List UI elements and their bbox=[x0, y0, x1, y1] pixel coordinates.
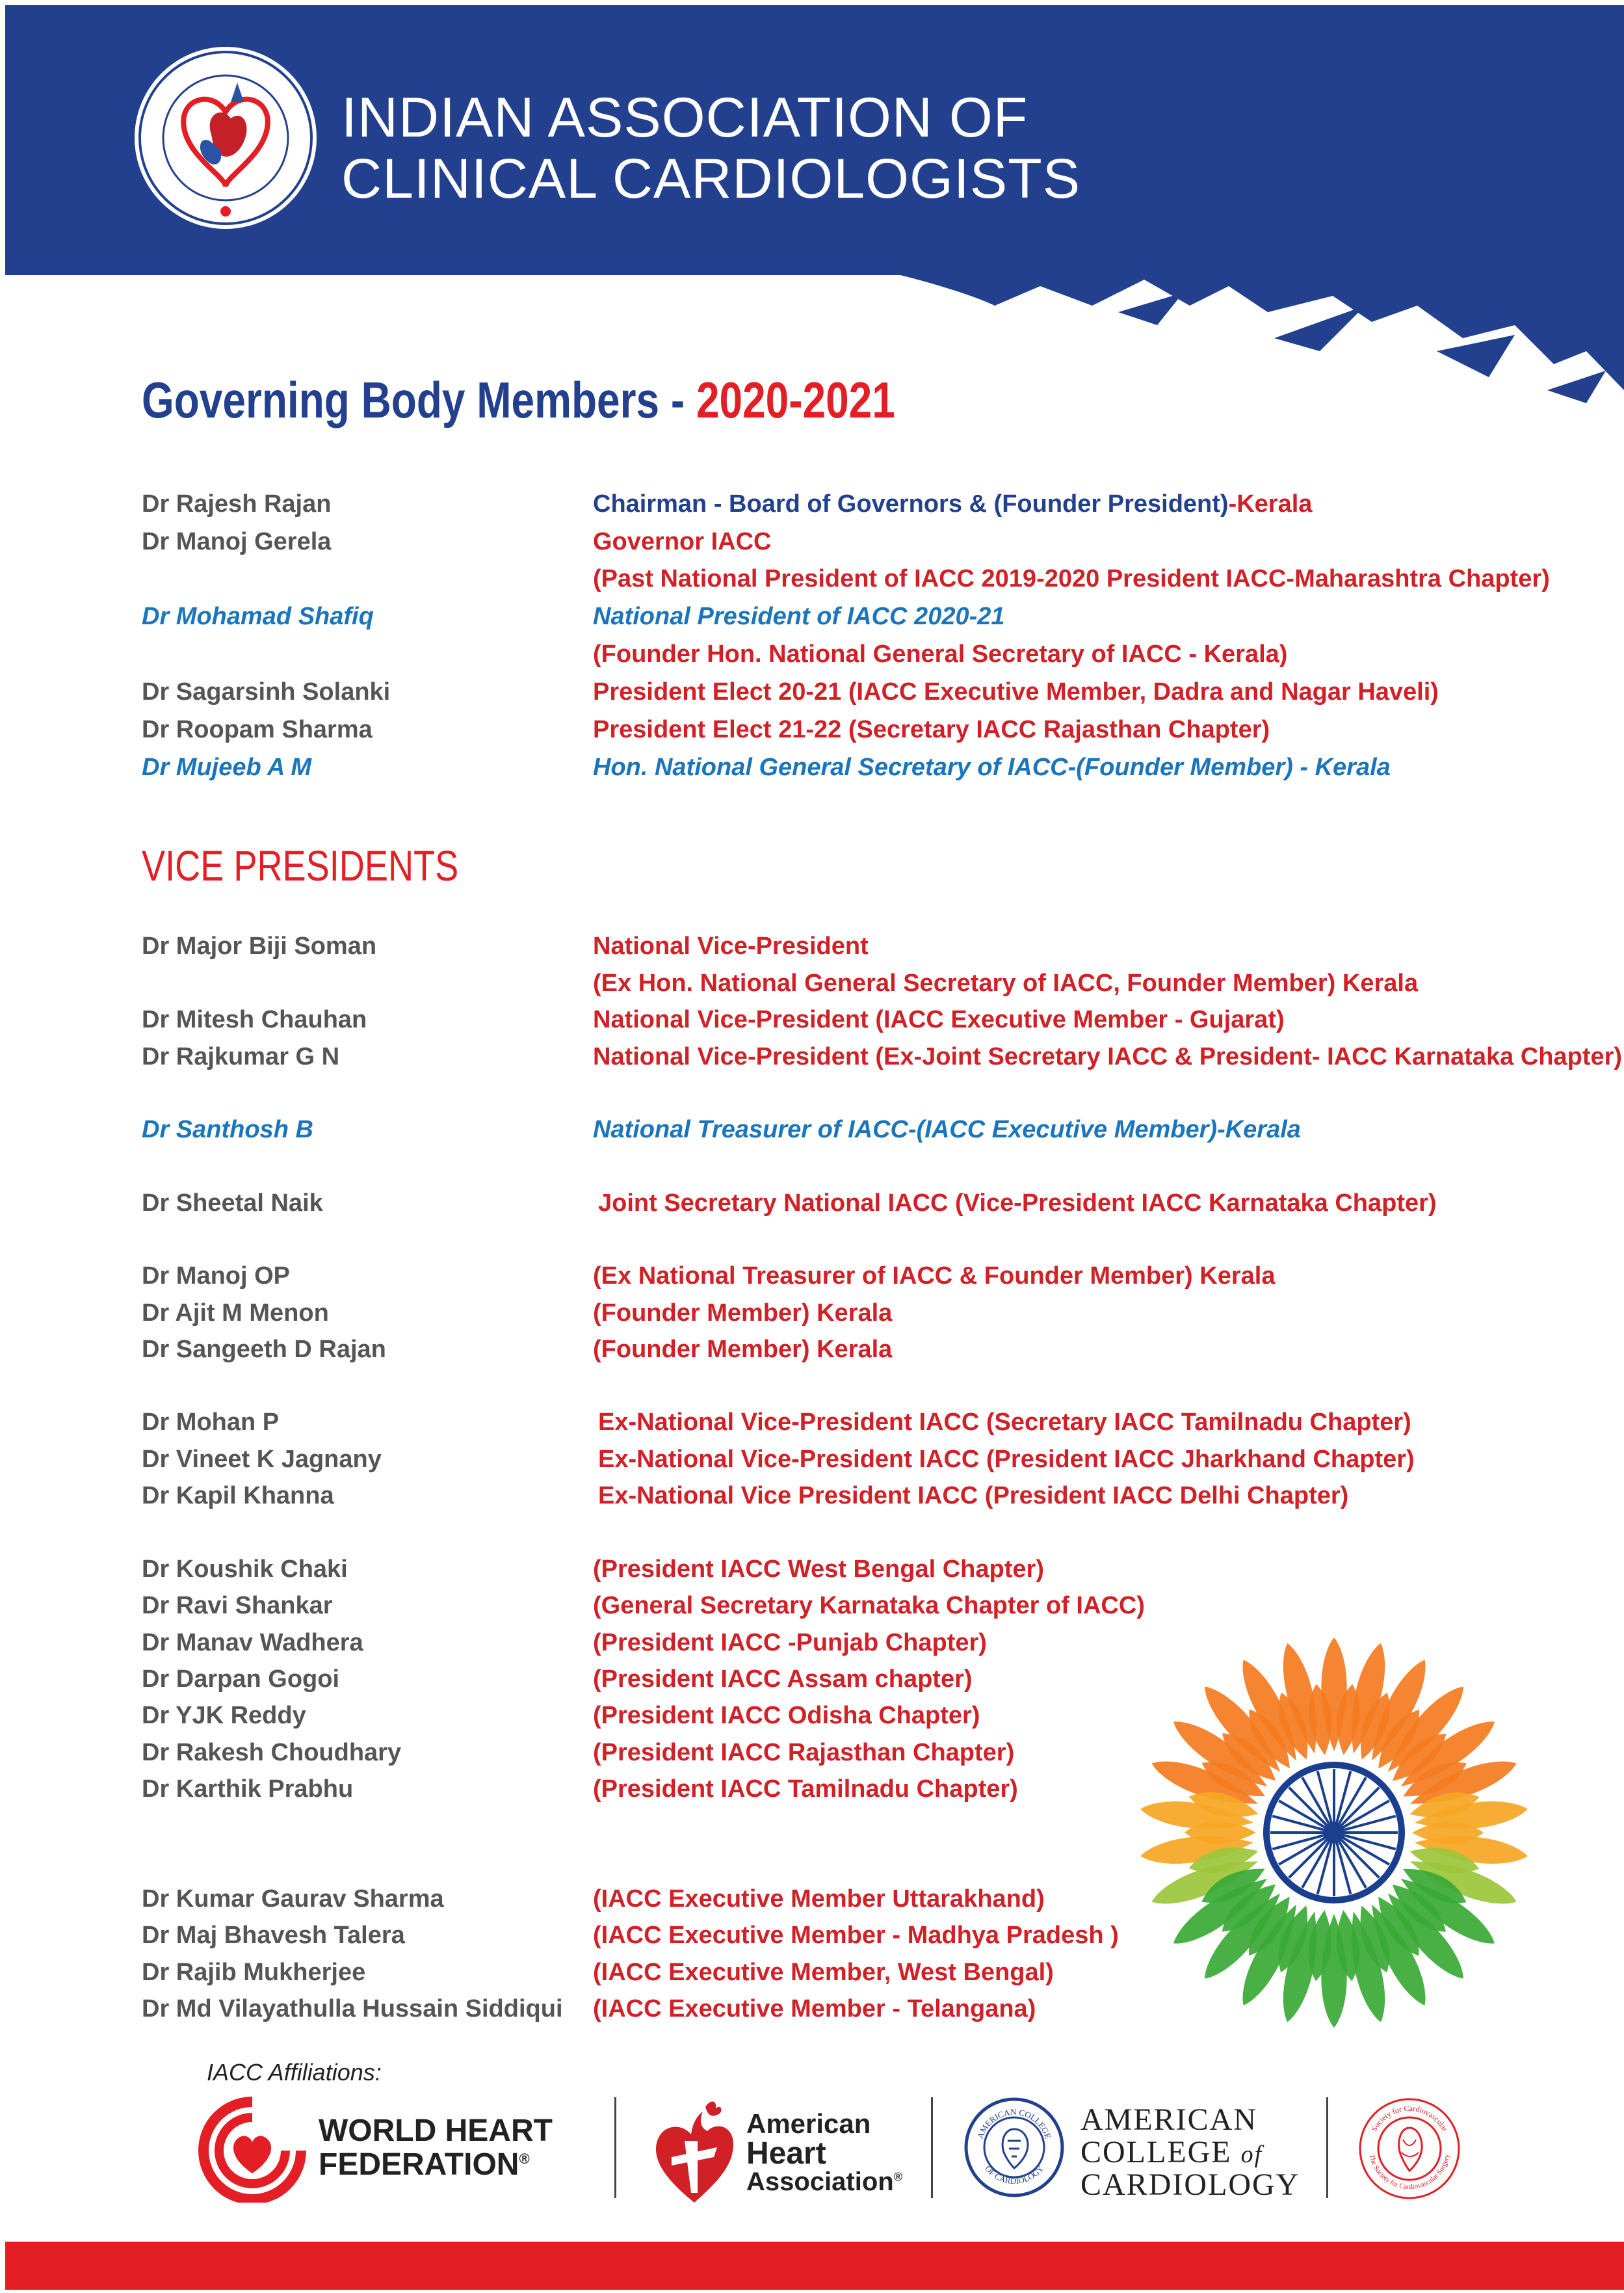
acc-name-line-3: CARDIOLOGY bbox=[1080, 2167, 1300, 2202]
aha-name-line-3 bbox=[746, 2167, 902, 2197]
member-row bbox=[142, 603, 1611, 639]
member-name: Dr Maj Bhavesh Talera bbox=[142, 1922, 405, 1949]
member-role: (President IACC West Bengal Chapter) bbox=[593, 1556, 1044, 1583]
member-role: Ex-National Vice President IACC (President IACC Delhi Chapter) bbox=[598, 1482, 1349, 1509]
iacc-logo-icon bbox=[133, 37, 319, 239]
member-role-part: Chairman - Board of Governors & (Founder President) bbox=[593, 490, 1229, 518]
member-role: Joint Secretary National IACC (Vice-President IACC Karnataka Chapter) bbox=[598, 1189, 1437, 1217]
member-name: Dr Roopam Sharma bbox=[142, 716, 373, 743]
affiliation-divider bbox=[614, 2097, 616, 2198]
whf-name-line-1: WORLD HEART bbox=[319, 2114, 553, 2148]
whf-name-text: FEDERATION bbox=[319, 2147, 519, 2182]
acc-seal-bottom-text: OF CARDIOLOGY bbox=[983, 2164, 1045, 2186]
acc-name-line-2 bbox=[1080, 2134, 1263, 2170]
member-role: (President IACC -Punjab Chapter) bbox=[593, 1629, 987, 1656]
member-row bbox=[142, 641, 1611, 677]
ashoka-chakra-icon bbox=[1266, 1765, 1402, 1900]
affiliation-divider bbox=[1326, 2097, 1328, 2198]
member-row bbox=[142, 1482, 1611, 1518]
member-role: (IACC Executive Member, West Bengal) bbox=[593, 1959, 1054, 1986]
member-role bbox=[593, 490, 1312, 518]
page-title-text: Governing Body Members - bbox=[142, 371, 696, 429]
member-name: Dr Ravi Shankar bbox=[142, 1592, 333, 1619]
member-role: National Vice-President (IACC Executive Member - Gujarat) bbox=[593, 1006, 1285, 1033]
member-row bbox=[142, 1262, 1611, 1299]
society-seal-top-text: Society for Cardiovascular bbox=[1369, 2103, 1450, 2133]
member-name: Dr Mitesh Chauhan bbox=[142, 1006, 367, 1033]
member-role: President Elect 21-22 (Secretary IACC Rajasthan Chapter) bbox=[593, 716, 1270, 743]
member-role: President Elect 20-21 (IACC Executive Member, Dadra and Nagar Haveli) bbox=[593, 678, 1439, 706]
member-name: Dr Santhosh B bbox=[142, 1116, 313, 1143]
member-role: (President IACC Odisha Chapter) bbox=[593, 1702, 980, 1729]
member-name: Dr Md Vilayathulla Hussain Siddiqui bbox=[142, 1995, 563, 2022]
member-role: Governor IACC bbox=[593, 528, 772, 555]
member-role: (General Secretary Karnataka Chapter of IACC) bbox=[593, 1592, 1145, 1619]
member-role: (Founder Member) Kerala bbox=[593, 1299, 893, 1327]
member-name: Dr YJK Reddy bbox=[142, 1702, 306, 1729]
acc-seal-top-text: AMERICAN COLLEGE bbox=[975, 2106, 1053, 2140]
member-role: National Vice-President bbox=[593, 933, 869, 960]
member-role: (President IACC Rajasthan Chapter) bbox=[593, 1739, 1015, 1766]
member-name: Dr Vineet K Jagnany bbox=[142, 1446, 382, 1473]
member-role: Ex-National Vice-President IACC (President IACC Jharkhand Chapter) bbox=[598, 1446, 1415, 1473]
member-role: (Past National President of IACC 2019-2020 President IACC-Maharashtra Chapter) bbox=[593, 565, 1550, 592]
member-name: Dr Manav Wadhera bbox=[142, 1629, 363, 1656]
member-row bbox=[142, 490, 1611, 527]
member-row bbox=[142, 1592, 1611, 1628]
member-name: Dr Kapil Khanna bbox=[142, 1482, 334, 1509]
member-row bbox=[142, 1446, 1611, 1482]
member-role: Hon. National General Secretary of IACC-(Founder Member) - Kerala bbox=[593, 754, 1391, 781]
member-role-part: -Kerala bbox=[1228, 490, 1313, 518]
tricolor-flower-icon bbox=[1133, 1631, 1536, 2034]
member-row bbox=[142, 754, 1611, 790]
page-title-year: 2020-2021 bbox=[696, 371, 895, 429]
member-role: National President of IACC 2020-21 bbox=[593, 603, 1005, 630]
aha-name-line-2: Heart bbox=[746, 2136, 826, 2171]
member-name: Dr Rajib Mukherjee bbox=[142, 1959, 366, 1986]
affiliation-divider bbox=[931, 2097, 933, 2198]
member-name: Dr Karthik Prabhu bbox=[142, 1775, 354, 1803]
page-title bbox=[142, 371, 895, 430]
acc-name-of: of bbox=[1240, 2141, 1263, 2168]
member-row bbox=[142, 565, 1611, 602]
member-name: Dr Mohan P bbox=[142, 1409, 280, 1436]
member-role: Ex-National Vice-President IACC (Secretary IACC Tamilnadu Chapter) bbox=[598, 1409, 1411, 1436]
society-cardiovascular-surgery-seal-icon bbox=[1357, 2095, 1461, 2203]
member-row bbox=[142, 933, 1611, 969]
member-name: Dr Manoj Gerela bbox=[142, 528, 332, 555]
member-row bbox=[142, 1116, 1611, 1152]
acc-seal-icon bbox=[962, 2095, 1066, 2199]
aha-registered-mark: ® bbox=[893, 2170, 902, 2184]
whf-name-line-2 bbox=[319, 2147, 530, 2182]
member-name: Dr Darpan Gogoi bbox=[142, 1665, 340, 1693]
member-name: Dr Rakesh Choudhary bbox=[142, 1739, 402, 1766]
member-name: Dr Mujeeb A M bbox=[142, 754, 312, 781]
member-name: Dr Major Biji Soman bbox=[142, 933, 377, 960]
member-name: Dr Ajit M Menon bbox=[142, 1299, 329, 1327]
member-role: (Ex National Treasurer of IACC & Founder Member) Kerala bbox=[593, 1262, 1276, 1290]
whf-registered-mark: ® bbox=[519, 2151, 530, 2167]
member-row bbox=[142, 1189, 1611, 1226]
member-row bbox=[142, 1006, 1611, 1042]
member-name: Dr Mohamad Shafiq bbox=[142, 603, 374, 630]
member-role: (Founder Hon. National General Secretary of IACC - Kerala) bbox=[593, 641, 1288, 668]
member-role: (Founder Member) Kerala bbox=[593, 1336, 893, 1363]
aha-name-line-1: American bbox=[746, 2108, 871, 2139]
society-seal-bottom-text: The Society for Cardiovascular Surgery bbox=[1367, 2153, 1452, 2192]
member-name: Dr Kumar Gaurav Sharma bbox=[142, 1885, 444, 1913]
member-row bbox=[142, 1409, 1611, 1445]
acc-name-line-1: AMERICAN bbox=[1080, 2102, 1258, 2137]
member-role: (IACC Executive Member Uttarakhand) bbox=[593, 1885, 1045, 1913]
member-name: Dr Koushik Chaki bbox=[142, 1556, 348, 1583]
member-row bbox=[142, 970, 1611, 1006]
world-heart-federation-logo-icon bbox=[197, 2095, 308, 2203]
member-row bbox=[142, 1043, 1623, 1080]
member-role: (President IACC Assam chapter) bbox=[593, 1665, 973, 1693]
aha-name-text: Association bbox=[746, 2167, 894, 2196]
member-name: Dr Rajkumar G N bbox=[142, 1043, 340, 1070]
member-role: (IACC Executive Member - Madhya Pradesh ) bbox=[593, 1922, 1119, 1949]
org-name-line-2: CLINICAL CARDIOLOGISTS bbox=[341, 148, 1081, 210]
member-role: National Vice-President (Ex-Joint Secretary IACC & President- IACC Karnataka Chapter) bbox=[593, 1043, 1623, 1070]
member-row bbox=[142, 528, 1611, 564]
member-row bbox=[142, 1556, 1611, 1592]
member-role: National Treasurer of IACC-(IACC Executive Member)-Kerala bbox=[593, 1116, 1301, 1143]
member-name: Dr Sheetal Naik bbox=[142, 1189, 323, 1217]
acc-name-text: COLLEGE bbox=[1080, 2135, 1241, 2169]
member-name: Dr Sagarsinh Solanki bbox=[142, 678, 391, 706]
american-heart-association-logo-icon bbox=[646, 2095, 743, 2206]
member-name: Dr Sangeeth D Rajan bbox=[142, 1336, 386, 1363]
member-row bbox=[142, 1336, 1611, 1372]
member-row bbox=[142, 1299, 1611, 1336]
org-name-line-1: INDIAN ASSOCIATION OF bbox=[341, 86, 1028, 149]
member-row bbox=[142, 716, 1611, 752]
member-role: (President IACC Tamilnadu Chapter) bbox=[593, 1775, 1018, 1803]
member-row bbox=[142, 678, 1611, 715]
member-name: Dr Rajesh Rajan bbox=[142, 490, 332, 518]
member-name: Dr Manoj OP bbox=[142, 1262, 291, 1290]
member-role: (Ex Hon. National General Secretary of IACC, Founder Member) Kerala bbox=[593, 970, 1419, 997]
section-heading-vice-presidents: VICE PRESIDENTS bbox=[142, 842, 459, 890]
affiliations-label: IACC Affiliations: bbox=[207, 2059, 382, 2086]
member-role: (IACC Executive Member - Telangana) bbox=[593, 1995, 1036, 2022]
footer-bar bbox=[5, 2242, 1624, 2290]
